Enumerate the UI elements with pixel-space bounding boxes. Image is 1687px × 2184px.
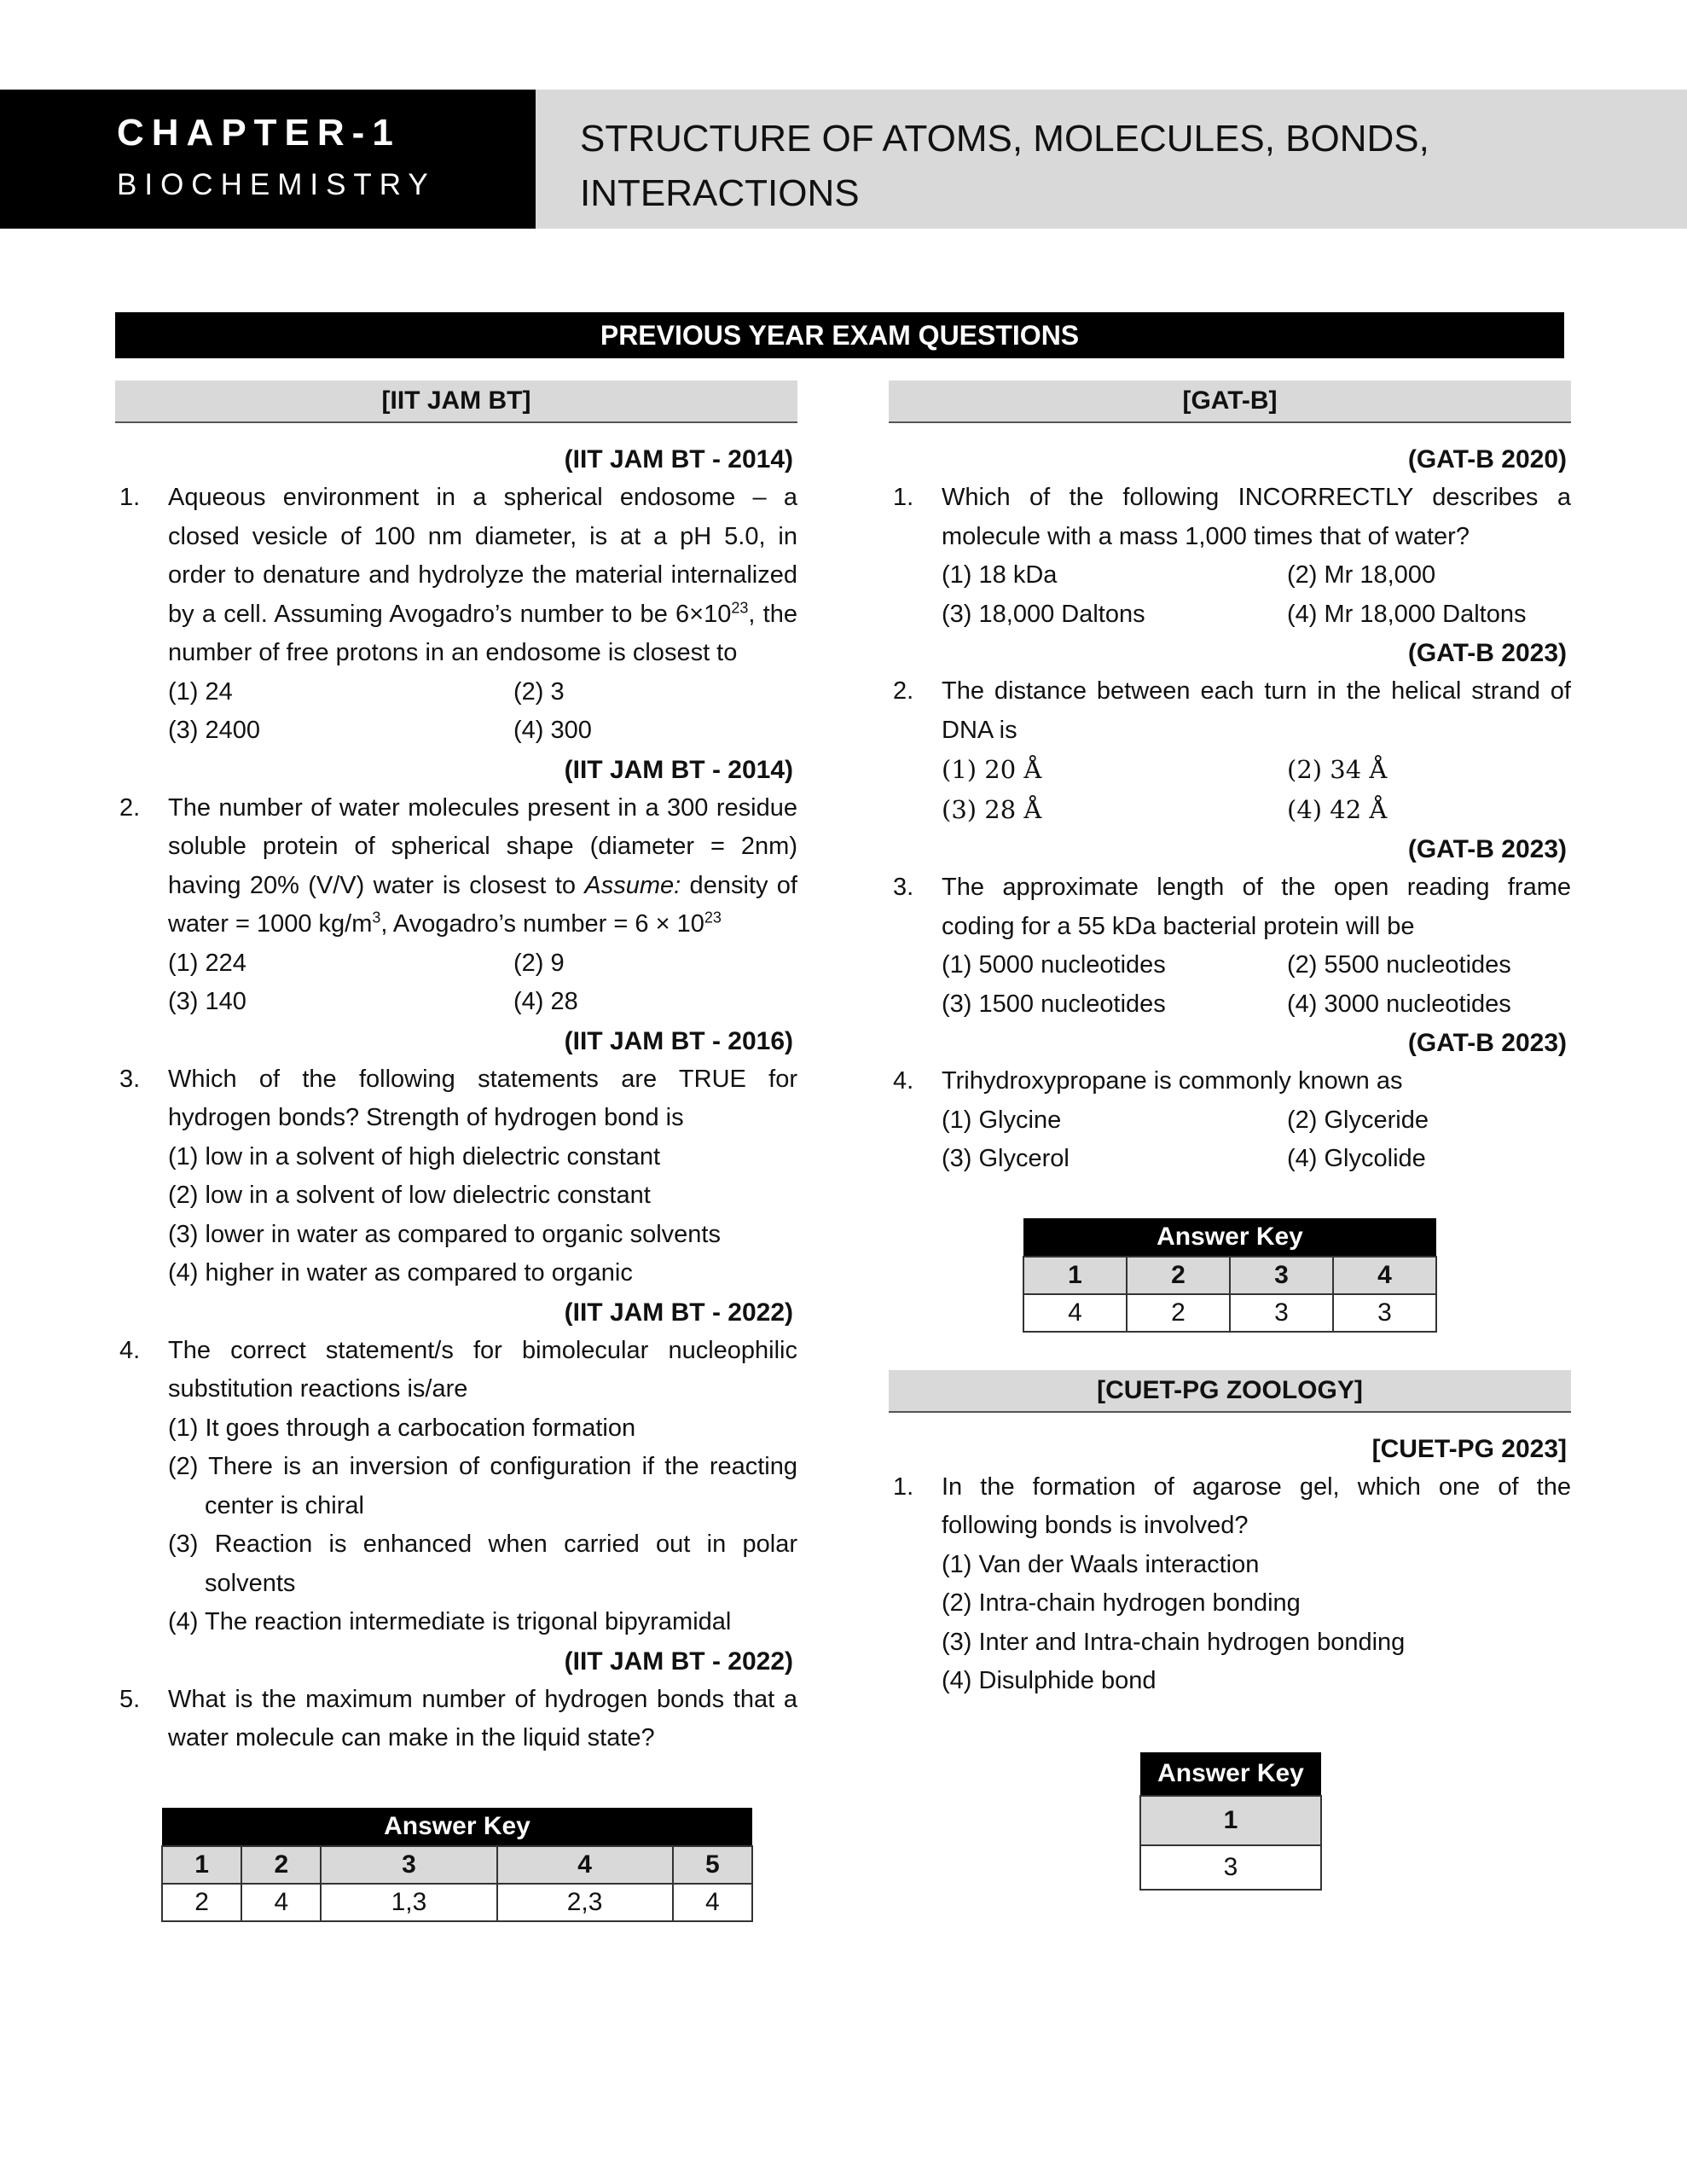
option: (2) 3 — [513, 677, 565, 706]
answer-key-answer: 3 — [1230, 1294, 1333, 1332]
option: (4) Disulphide bond — [942, 1667, 1157, 1694]
option: (1) 18 kDa — [942, 561, 1058, 589]
option: (1) low in a solvent of high dielectric constant — [168, 1142, 661, 1170]
option: (2) 5500 nucleotides — [1287, 951, 1511, 979]
exam-tag: [CUET-PG 2023] — [1371, 1434, 1567, 1463]
question-number: 1. — [893, 1472, 914, 1501]
question-number: 1. — [119, 484, 141, 511]
question-item — [115, 479, 797, 751]
question-text: The number of water molecules present in a 300 residue soluble protein of spherical shape (diameter = 2nm) having 20% (V/V) water is closest to Assume: density of water = 1000 $kg/m^3$, Avogadro’s number = $6 \times 10^{23}$ — [168, 793, 797, 938]
question-text: Aqueous environment in a spherical endosome – a closed vesicle of 100 nm diameter, is at a pH 5.0, in order to denature and hydrolyze the material internalized by a cell. Assuming Avogadro’s number to be $6\times 10^{23}$, the number of free protons in an endosome is closest to — [168, 484, 797, 666]
answer-key-answer: 2,3 — [497, 1884, 673, 1921]
question-text: The distance between each turn in the helical strand of DNA is — [942, 677, 1571, 744]
option: (4) Glycolide — [1287, 1145, 1426, 1172]
option: (1) 24 — [168, 677, 233, 706]
answer-key-number: 1 — [1023, 1257, 1127, 1294]
exam-tag: (IIT JAM BT - 2022) — [564, 1298, 793, 1327]
chapter-number: CHAPTER-1 — [117, 112, 401, 154]
answer-key-number: 4 — [1333, 1257, 1436, 1294]
answer-key-answer: 1,3 — [321, 1884, 496, 1921]
question-item — [889, 868, 1571, 1024]
option: (1) Van der Waals interaction — [942, 1550, 1260, 1578]
exam-tag: (GAT-B 2023) — [1407, 639, 1567, 667]
question-item — [115, 1332, 797, 1642]
question-text: Which of the following statements are TRUE for hydrogen bonds? Strength of hydrogen bond is — [168, 1065, 797, 1131]
answer-key-title: Answer Key — [1140, 1752, 1321, 1796]
option: (2) Glyceride — [1287, 1106, 1429, 1134]
option: (3) 140 — [168, 988, 246, 1015]
pyq-title-bar: PREVIOUS YEAR EXAM QUESTIONS — [115, 312, 1564, 358]
answer-key-answer: 3 — [1333, 1294, 1436, 1332]
option: (2) 9 — [513, 949, 565, 977]
option: (2) There is an inversion of configuration if the reacting center is chiral — [168, 1453, 797, 1519]
option: (1) Glycine — [942, 1106, 1062, 1134]
options-grid — [942, 1101, 1571, 1179]
answer-key-number: 4 — [497, 1846, 673, 1884]
options-grid — [168, 673, 797, 751]
answer-key-answer: 2 — [162, 1884, 241, 1921]
answer-key-title: Answer Key — [1023, 1218, 1436, 1257]
question-text: The approximate length of the open reading frame coding for a 55 kDa bacterial protein will be — [942, 874, 1571, 940]
answer-key-answer: 2 — [1127, 1294, 1230, 1332]
option: (4) higher in water as compared to organic — [168, 1259, 633, 1287]
option: (3) 1500 nucleotides — [942, 990, 1166, 1018]
answer-key-number: 2 — [1127, 1257, 1230, 1294]
answer-key-number: 2 — [241, 1846, 321, 1884]
question-number: 3. — [893, 874, 914, 901]
option: (2) 34 Å — [1287, 755, 1388, 784]
exam-tag: (IIT JAM BT - 2016) — [564, 1026, 793, 1055]
answer-key-number: 1 — [1140, 1796, 1321, 1845]
section-heading-cuet: [CUET-PG ZOOLOGY] — [889, 1370, 1571, 1413]
option: (2) Mr 18,000 — [1287, 561, 1436, 589]
option: (4) 300 — [513, 717, 592, 744]
option: (4) Mr 18,000 Daltons — [1287, 600, 1527, 628]
section-heading-iitjam: [IIT JAM BT] — [115, 380, 797, 423]
option: (1) 5000 nucleotides — [942, 951, 1166, 979]
answer-key-number: 5 — [673, 1846, 752, 1884]
option: (3) 28 Å — [942, 795, 1042, 824]
option: (1) 20 Å — [942, 755, 1042, 784]
iitjam-column — [115, 380, 797, 1922]
question-item — [889, 479, 1571, 634]
options-list — [168, 1409, 797, 1642]
question-number: 5. — [119, 1685, 141, 1713]
option: (3) lower in water as compared to organic solvents — [168, 1220, 721, 1248]
question-item — [115, 1681, 797, 1758]
question-text: Trihydroxypropane is commonly known as — [942, 1067, 1403, 1095]
chapter-header — [0, 90, 1687, 229]
option: (3) 2400 — [168, 717, 261, 744]
option: (4) 42 Å — [1287, 795, 1388, 824]
option: (3) Inter and Intra-chain hydrogen bonding — [942, 1628, 1406, 1656]
question-item — [889, 1062, 1571, 1179]
option: (3) Glycerol — [942, 1145, 1070, 1172]
option: (1) It goes through a carbocation formation — [168, 1414, 636, 1442]
chapter-title-line2: INTERACTIONS — [580, 172, 860, 214]
answer-key-table — [161, 1808, 753, 1922]
options-grid — [168, 944, 797, 1022]
answer-key-title: Answer Key — [162, 1808, 752, 1846]
question-item — [889, 672, 1571, 830]
question-item — [115, 1060, 797, 1293]
option: (2) Intra-chain hydrogen bonding — [942, 1589, 1301, 1617]
exam-tag: (IIT JAM BT - 2014) — [564, 445, 793, 473]
options-grid — [942, 750, 1571, 830]
answer-key-number: 3 — [1230, 1257, 1333, 1294]
chapter-label-block — [0, 90, 536, 229]
question-number: 3. — [119, 1065, 141, 1093]
question-item — [889, 1468, 1571, 1701]
gatb-column — [889, 380, 1571, 1891]
option: (3) Reaction is enhanced when carried out in polar solvents — [168, 1531, 797, 1597]
answer-key-answer: 4 — [1023, 1294, 1127, 1332]
answer-key-table — [1023, 1218, 1437, 1333]
answer-key-table — [1139, 1752, 1322, 1891]
exam-tag: (GAT-B 2020) — [1407, 445, 1567, 473]
options-grid — [942, 556, 1571, 634]
answer-key-number: 1 — [162, 1846, 241, 1884]
question-item — [115, 789, 797, 1022]
option: (4) The reaction intermediate is trigonal bipyramidal — [168, 1608, 732, 1635]
option: (4) 3000 nucleotides — [1287, 990, 1511, 1018]
exam-tag: (IIT JAM BT - 2014) — [564, 755, 793, 784]
question-number: 1. — [893, 484, 914, 511]
answer-key-answer: 3 — [1140, 1845, 1321, 1890]
option: (1) 224 — [168, 949, 246, 977]
options-list — [942, 1546, 1571, 1701]
question-text: What is the maximum number of hydrogen bonds that a water molecule can make in the liquid state? — [168, 1685, 797, 1751]
question-number: 2. — [119, 793, 141, 822]
question-number: 4. — [893, 1067, 914, 1095]
options-grid — [942, 946, 1571, 1024]
chapter-title-line1: STRUCTURE OF ATOMS, MOLECULES, BONDS, — [580, 118, 1429, 160]
question-text: In the formation of agarose gel, which one of the following bonds is involved? — [942, 1472, 1571, 1539]
chapter-subject: BIOCHEMISTRY — [117, 168, 436, 201]
exam-tag: (IIT JAM BT - 2022) — [564, 1647, 793, 1676]
exam-tag: (GAT-B 2023) — [1407, 1029, 1567, 1057]
section-heading-gatb: [GAT-B] — [889, 380, 1571, 423]
question-text: The correct statement/s for bimolecular nucleophilic substitution reactions is/are — [168, 1336, 797, 1403]
options-list — [168, 1138, 797, 1293]
option: (4) 28 — [513, 988, 578, 1015]
chapter-title — [580, 112, 1603, 221]
answer-key-answer: 4 — [241, 1884, 321, 1921]
answer-key-answer: 4 — [673, 1884, 752, 1921]
option: (3) 18,000 Daltons — [942, 600, 1145, 628]
question-number: 4. — [119, 1336, 141, 1364]
question-text: Which of the following INCORRECTLY describes a molecule with a mass 1,000 times that of water? — [942, 484, 1571, 550]
question-number: 2. — [893, 677, 914, 705]
answer-key-number: 3 — [321, 1846, 496, 1884]
option: (2) low in a solvent of low dielectric constant — [168, 1182, 651, 1209]
exam-tag: (GAT-B 2023) — [1407, 835, 1567, 863]
